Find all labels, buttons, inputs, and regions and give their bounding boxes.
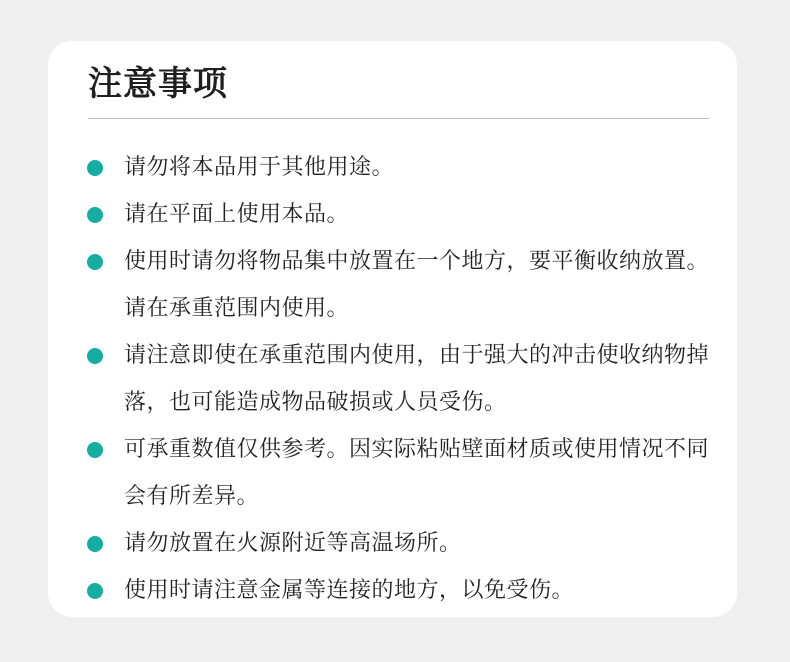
bullet-dot-icon bbox=[87, 442, 103, 458]
list-item-text: 使用时请注意金属等连接的地方，以免受伤。 bbox=[124, 578, 575, 603]
bullet-dot-icon bbox=[87, 536, 103, 552]
list-item bbox=[48, 332, 724, 426]
page-title: 注意事项 bbox=[88, 64, 228, 104]
list-item-text: 请注意即使在承重范围内使用，由于强大的冲击使收纳物掉落，也可能造成物品破损或人员受伤。 bbox=[124, 343, 710, 415]
title-divider bbox=[88, 118, 709, 119]
bullet-dot-icon bbox=[87, 583, 103, 599]
list-item-text: 请勿放置在火源附近等高温场所。 bbox=[124, 531, 462, 556]
bullet-dot-icon bbox=[87, 348, 103, 364]
list-item bbox=[48, 238, 724, 332]
list-item bbox=[48, 144, 724, 191]
list-item-text: 可承重数值仅供参考。因实际粘贴壁面材质或使用情况不同会有所差异。 bbox=[124, 437, 710, 509]
notice-list bbox=[48, 144, 724, 614]
list-item bbox=[48, 567, 724, 614]
list-item-text: 请在平面上使用本品。 bbox=[124, 202, 350, 227]
list-item bbox=[48, 191, 724, 238]
list-item bbox=[48, 426, 724, 520]
bullet-dot-icon bbox=[87, 207, 103, 223]
list-item-text: 请勿将本品用于其他用途。 bbox=[124, 155, 395, 180]
list-item-text: 使用时请勿将物品集中放置在一个地方，要平衡收纳放置。请在承重范围内使用。 bbox=[124, 249, 710, 321]
bullet-dot-icon bbox=[87, 160, 103, 176]
notice-card bbox=[48, 41, 737, 617]
list-item bbox=[48, 520, 724, 567]
bullet-dot-icon bbox=[87, 254, 103, 270]
